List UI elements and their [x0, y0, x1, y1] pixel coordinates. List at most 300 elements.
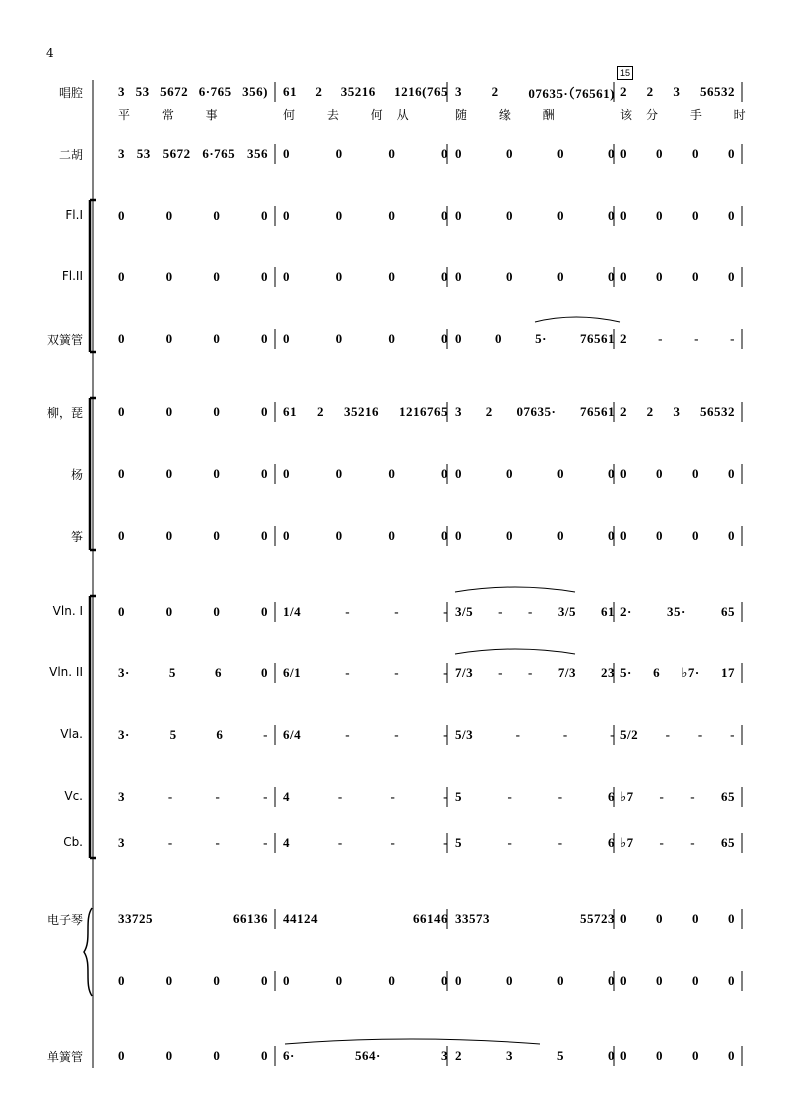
- note-token: 07635·: [516, 404, 557, 419]
- measure-1: [118, 1044, 268, 1068]
- note-token: -: [390, 789, 396, 804]
- measure-4: [620, 524, 735, 548]
- note-token: 0: [213, 208, 221, 223]
- measure-4: [620, 1044, 735, 1068]
- note-token: -: [557, 835, 563, 850]
- staff-row-liupi: [0, 400, 791, 424]
- note-token: -: [658, 331, 663, 346]
- measure-3: [455, 327, 615, 351]
- note-token: 0: [620, 528, 627, 543]
- note-token: 5/2: [620, 727, 639, 742]
- note-token: 0: [283, 146, 290, 161]
- measure-3: [455, 600, 615, 624]
- note-token: -: [394, 665, 400, 680]
- note-token: 0: [118, 269, 125, 284]
- note-token: 3·: [118, 665, 130, 680]
- measure-4: [620, 265, 735, 289]
- instrument-label: Vln. II: [49, 665, 83, 679]
- note-token: -: [390, 835, 396, 850]
- measure-2: [283, 785, 448, 809]
- note-token: 0: [557, 466, 564, 481]
- measure-4: [620, 907, 735, 931]
- measure-4: [620, 831, 735, 855]
- measure-1: [118, 907, 268, 931]
- note-token: 0: [728, 269, 735, 284]
- note-token: 5·: [620, 665, 632, 680]
- note-token: 0: [455, 973, 462, 988]
- note-token: 2: [646, 404, 654, 419]
- note-token: -: [345, 604, 351, 619]
- note-token: 76561: [580, 404, 615, 419]
- note-token: 0: [506, 528, 513, 543]
- note-token: 66146: [413, 911, 448, 926]
- measure-1: [118, 265, 268, 289]
- note-token: 0: [283, 466, 290, 481]
- measure-2: [283, 524, 448, 548]
- staff-row-zheng: [0, 524, 791, 548]
- note-token: -: [443, 665, 448, 680]
- note-token: -: [263, 727, 268, 742]
- note-token: 2: [646, 84, 654, 99]
- note-token: 0: [213, 528, 221, 543]
- note-token: 0: [165, 269, 173, 284]
- measure-3: [455, 204, 615, 228]
- staff-row-vln2: [0, 661, 791, 685]
- note-token: 76561: [579, 331, 615, 346]
- instrument-label: Vln. I: [52, 604, 83, 618]
- note-token: 0: [495, 331, 503, 346]
- lyric-measure-1: 平 常 事: [118, 108, 232, 122]
- note-token: 61: [601, 604, 615, 619]
- measure-1: [118, 723, 268, 747]
- note-token: 0: [118, 528, 125, 543]
- measure-2: [283, 831, 448, 855]
- lyrics-line: [0, 106, 791, 122]
- note-token: 0: [506, 146, 513, 161]
- measure-4: [620, 400, 735, 424]
- note-token: 0: [728, 973, 735, 988]
- note-token: 0: [165, 404, 173, 419]
- note-token: -: [690, 789, 696, 804]
- note-token: 4: [283, 835, 290, 850]
- note-token: 0: [118, 604, 125, 619]
- note-token: 0: [335, 331, 343, 346]
- note-token: 0: [656, 1048, 663, 1063]
- note-token: 0: [335, 146, 343, 161]
- measure-4: [620, 785, 735, 809]
- note-token: 0: [557, 208, 564, 223]
- note-token: 6·765: [202, 146, 236, 161]
- note-token: 7/3: [557, 665, 576, 680]
- measure-3: [455, 661, 615, 685]
- note-token: -: [730, 331, 735, 346]
- note-token: 3: [455, 404, 462, 419]
- note-token: 0: [388, 208, 396, 223]
- note-token: 61: [283, 84, 297, 99]
- note-token: 0: [283, 269, 290, 284]
- measure-3: [455, 907, 615, 931]
- note-token: 356: [246, 146, 268, 161]
- note-token: 0: [118, 1048, 125, 1063]
- note-token: 3/5: [455, 604, 474, 619]
- note-token: 0: [455, 208, 462, 223]
- note-token: 0: [656, 269, 663, 284]
- staff-row-changqiang: [0, 80, 791, 104]
- note-token: 356): [242, 84, 268, 99]
- note-token: 0: [118, 973, 125, 988]
- note-token: 0: [455, 269, 462, 284]
- note-token: 0: [335, 973, 343, 988]
- note-token: 0: [213, 269, 221, 284]
- note-token: 0: [335, 466, 343, 481]
- note-token: 6·765: [198, 84, 232, 99]
- measure-4: [620, 723, 735, 747]
- measure-2: [283, 661, 448, 685]
- measure-1: [118, 785, 268, 809]
- note-token: 0: [388, 528, 396, 543]
- note-token: 0: [608, 973, 615, 988]
- staff-row-vc: [0, 785, 791, 809]
- note-token: 0: [557, 528, 564, 543]
- note-token: 0: [213, 331, 221, 346]
- note-token: 0: [335, 269, 343, 284]
- note-token: -: [528, 665, 533, 680]
- note-token: 55723: [580, 911, 615, 926]
- note-token: 0: [260, 665, 268, 680]
- note-token: -: [394, 727, 400, 742]
- rehearsal-mark: 15: [617, 66, 633, 80]
- staff-row-clarinet: [0, 1044, 791, 1068]
- note-token: 564·: [355, 1048, 381, 1063]
- note-token: 0: [260, 1048, 268, 1063]
- note-token: 0: [608, 269, 615, 284]
- note-token: 35216: [344, 404, 379, 419]
- note-token: 0: [728, 466, 735, 481]
- measure-3: [455, 80, 615, 104]
- note-token: -: [694, 331, 699, 346]
- note-token: 0: [165, 973, 173, 988]
- note-token: 6: [608, 835, 615, 850]
- note-token: 0: [608, 528, 615, 543]
- note-token: 5: [557, 1048, 564, 1063]
- note-token: 0: [608, 146, 615, 161]
- note-token: 0: [260, 604, 268, 619]
- staff-row-keys_lower: [0, 969, 791, 993]
- note-token: 0: [506, 269, 513, 284]
- note-token: 0: [283, 528, 290, 543]
- note-token: 0: [388, 973, 396, 988]
- measure-2: [283, 204, 448, 228]
- measure-1: [118, 831, 268, 855]
- note-token: 6: [653, 665, 661, 680]
- measure-4: [620, 80, 735, 104]
- measure-1: [118, 204, 268, 228]
- note-token: -: [562, 727, 568, 742]
- measure-3: [455, 462, 615, 486]
- lyric-measure-2: 何 去 何从: [283, 108, 423, 122]
- note-token: 0: [656, 973, 663, 988]
- note-token: 0: [608, 466, 615, 481]
- note-token: 0: [213, 973, 221, 988]
- note-token: 0: [260, 331, 268, 346]
- note-token: 6: [216, 727, 224, 742]
- note-token: 0: [506, 466, 513, 481]
- note-token: 3: [118, 835, 125, 850]
- note-token: -: [167, 789, 173, 804]
- note-token: 0: [692, 208, 699, 223]
- note-token: 0: [213, 604, 221, 619]
- note-token: 0: [506, 208, 513, 223]
- note-token: 61: [283, 404, 297, 419]
- instrument-label: 唱腔: [58, 86, 83, 100]
- note-token: 3: [118, 84, 125, 99]
- note-token: 2: [620, 331, 627, 346]
- measure-2: [283, 1044, 448, 1068]
- lyric-measure-4: 该分 手 时: [620, 108, 760, 122]
- note-token: 56532: [699, 404, 735, 419]
- instrument-label: 杨: [70, 468, 83, 482]
- note-token: 1216765: [399, 404, 448, 419]
- note-token: 53: [135, 84, 150, 99]
- note-token: 5672: [162, 146, 191, 161]
- note-token: 5672: [160, 84, 189, 99]
- note-token: 0: [455, 466, 462, 481]
- lyric-measure-3: 随 缘 酬: [455, 108, 569, 122]
- note-token: -: [337, 835, 343, 850]
- note-token: -: [665, 727, 671, 742]
- note-token: 65: [721, 835, 735, 850]
- note-token: ♭7·: [681, 665, 700, 680]
- note-token: -: [443, 727, 448, 742]
- staff-row-vln1: [0, 600, 791, 624]
- note-token: 66136: [233, 911, 268, 926]
- note-token: 0: [620, 973, 627, 988]
- note-token: -: [394, 604, 400, 619]
- instrument-label: 双簧管: [46, 333, 83, 347]
- measure-3: [455, 969, 615, 993]
- measure-2: [283, 600, 448, 624]
- note-token: -: [498, 604, 503, 619]
- note-token: -: [557, 789, 563, 804]
- staff-row-vla: [0, 723, 791, 747]
- note-token: 2: [491, 84, 499, 99]
- measure-4: [620, 969, 735, 993]
- note-token: -: [443, 835, 448, 850]
- note-token: 56532: [699, 84, 735, 99]
- note-token: 0: [118, 331, 125, 346]
- measure-2: [283, 265, 448, 289]
- note-token: 33573: [455, 911, 490, 926]
- note-token: 0: [455, 528, 462, 543]
- instrument-label: Vla.: [60, 727, 83, 741]
- measure-3: [455, 142, 615, 166]
- staff-row-yang: [0, 462, 791, 486]
- note-token: 0: [440, 466, 448, 481]
- note-token: 3: [118, 789, 125, 804]
- note-token: 0: [656, 466, 663, 481]
- measure-2: [283, 142, 448, 166]
- note-token: ♭7: [620, 789, 634, 804]
- note-token: 0: [620, 911, 627, 926]
- note-token: 3: [441, 1048, 448, 1063]
- note-token: 2: [620, 404, 627, 419]
- measure-2: [283, 327, 448, 351]
- note-token: 5: [169, 727, 177, 742]
- instrument-label: 柳，琵: [46, 406, 83, 420]
- measure-1: [118, 524, 268, 548]
- note-token: 0: [608, 208, 615, 223]
- note-token: 2: [317, 404, 324, 419]
- note-token: -: [507, 789, 513, 804]
- note-token: 0: [165, 466, 173, 481]
- note-token: -: [263, 835, 268, 850]
- note-token: 33725: [118, 911, 153, 926]
- note-token: -: [610, 727, 615, 742]
- measure-2: [283, 723, 448, 747]
- note-token: 0: [165, 528, 173, 543]
- note-token: 0: [455, 331, 462, 346]
- note-token: 5: [455, 789, 462, 804]
- note-token: 0: [213, 466, 221, 481]
- note-token: 0: [260, 973, 268, 988]
- note-token: 0: [692, 269, 699, 284]
- note-token: 0: [118, 404, 125, 419]
- measure-1: [118, 600, 268, 624]
- note-token: 0: [260, 528, 268, 543]
- note-token: 0: [440, 973, 448, 988]
- note-token: -: [697, 727, 703, 742]
- note-token: 35·: [667, 604, 686, 619]
- note-token: 3: [673, 84, 681, 99]
- note-token: 0: [692, 466, 699, 481]
- measure-3: [455, 400, 615, 424]
- note-token: 0: [440, 528, 448, 543]
- page-number: 4: [46, 46, 54, 60]
- instrument-label: Vc.: [64, 789, 83, 803]
- note-token: ♭7: [620, 835, 634, 850]
- note-token: -: [515, 727, 521, 742]
- note-token: 1216(765: [394, 84, 448, 99]
- note-token: 0: [283, 208, 290, 223]
- note-token: 0: [692, 911, 699, 926]
- note-token: 35216: [340, 84, 376, 99]
- measure-1: [118, 462, 268, 486]
- note-token: 4: [283, 789, 290, 804]
- note-token: 2: [315, 84, 323, 99]
- note-token: 0: [620, 1048, 627, 1063]
- note-token: 0: [213, 1048, 221, 1063]
- note-token: 0: [165, 604, 173, 619]
- note-token: 17: [720, 665, 735, 680]
- note-token: -: [345, 665, 351, 680]
- instrument-label: 单簧管: [46, 1050, 83, 1064]
- note-token: -: [690, 835, 696, 850]
- note-token: 0: [118, 466, 125, 481]
- note-token: -: [498, 665, 503, 680]
- note-token: 3·: [118, 727, 130, 742]
- measure-4: [620, 142, 735, 166]
- measure-3: [455, 723, 615, 747]
- measure-3: [455, 1044, 615, 1068]
- measure-1: [118, 661, 268, 685]
- note-token: 0: [620, 146, 627, 161]
- staff-row-erhu: [0, 142, 791, 166]
- note-token: 0: [260, 404, 268, 419]
- note-token: 0: [620, 208, 627, 223]
- note-token: -: [443, 789, 448, 804]
- measure-1: [118, 80, 268, 104]
- measure-2: [283, 907, 448, 931]
- instrument-label: 电子琴: [46, 913, 83, 927]
- note-token: 0: [656, 208, 663, 223]
- measure-4: [620, 661, 735, 685]
- note-token: -: [167, 835, 173, 850]
- note-token: 5: [455, 835, 462, 850]
- note-token: -: [659, 835, 665, 850]
- note-token: -: [215, 835, 221, 850]
- note-token: 0: [283, 973, 290, 988]
- note-token: 0: [260, 208, 268, 223]
- note-token: 0: [260, 269, 268, 284]
- note-token: 0: [283, 331, 290, 346]
- note-token: 0: [608, 1048, 615, 1063]
- note-token: 0: [388, 466, 396, 481]
- note-token: -: [215, 789, 221, 804]
- measure-4: [620, 462, 735, 486]
- note-token: 0: [388, 331, 396, 346]
- note-token: 2: [620, 84, 627, 99]
- note-token: -: [507, 835, 513, 850]
- note-token: 23: [601, 665, 615, 680]
- note-token: -: [443, 604, 448, 619]
- note-token: 44124: [283, 911, 318, 926]
- note-token: 3: [455, 84, 462, 99]
- note-token: 0: [620, 466, 627, 481]
- note-token: 2: [485, 404, 493, 419]
- staff-row-oboe: [0, 327, 791, 351]
- note-token: 0: [165, 331, 173, 346]
- measure-3: [455, 785, 615, 809]
- note-token: 0: [440, 146, 448, 161]
- note-token: 0: [692, 973, 699, 988]
- note-token: -: [263, 789, 268, 804]
- note-token: 0: [165, 1048, 173, 1063]
- note-token: 65: [721, 604, 735, 619]
- note-token: 1/4: [283, 604, 302, 619]
- note-token: 0: [213, 404, 221, 419]
- note-token: 0: [557, 146, 564, 161]
- note-token: 7/3: [455, 665, 474, 680]
- note-token: -: [659, 789, 665, 804]
- note-token: 0: [656, 528, 663, 543]
- measure-2: [283, 400, 448, 424]
- note-token: 0: [260, 466, 268, 481]
- note-token: 0: [455, 146, 462, 161]
- note-token: 0: [557, 973, 564, 988]
- note-token: 0: [118, 208, 125, 223]
- note-token: 0: [388, 269, 396, 284]
- note-token: 0: [656, 146, 663, 161]
- note-token: 5·: [535, 331, 547, 346]
- measure-3: [455, 831, 615, 855]
- measure-4: [620, 327, 735, 351]
- note-token: 6·: [283, 1048, 295, 1063]
- note-token: 6: [214, 665, 222, 680]
- note-token: 3/5: [557, 604, 576, 619]
- note-token: 6: [608, 789, 615, 804]
- measure-1: [118, 327, 268, 351]
- note-token: 0: [728, 146, 735, 161]
